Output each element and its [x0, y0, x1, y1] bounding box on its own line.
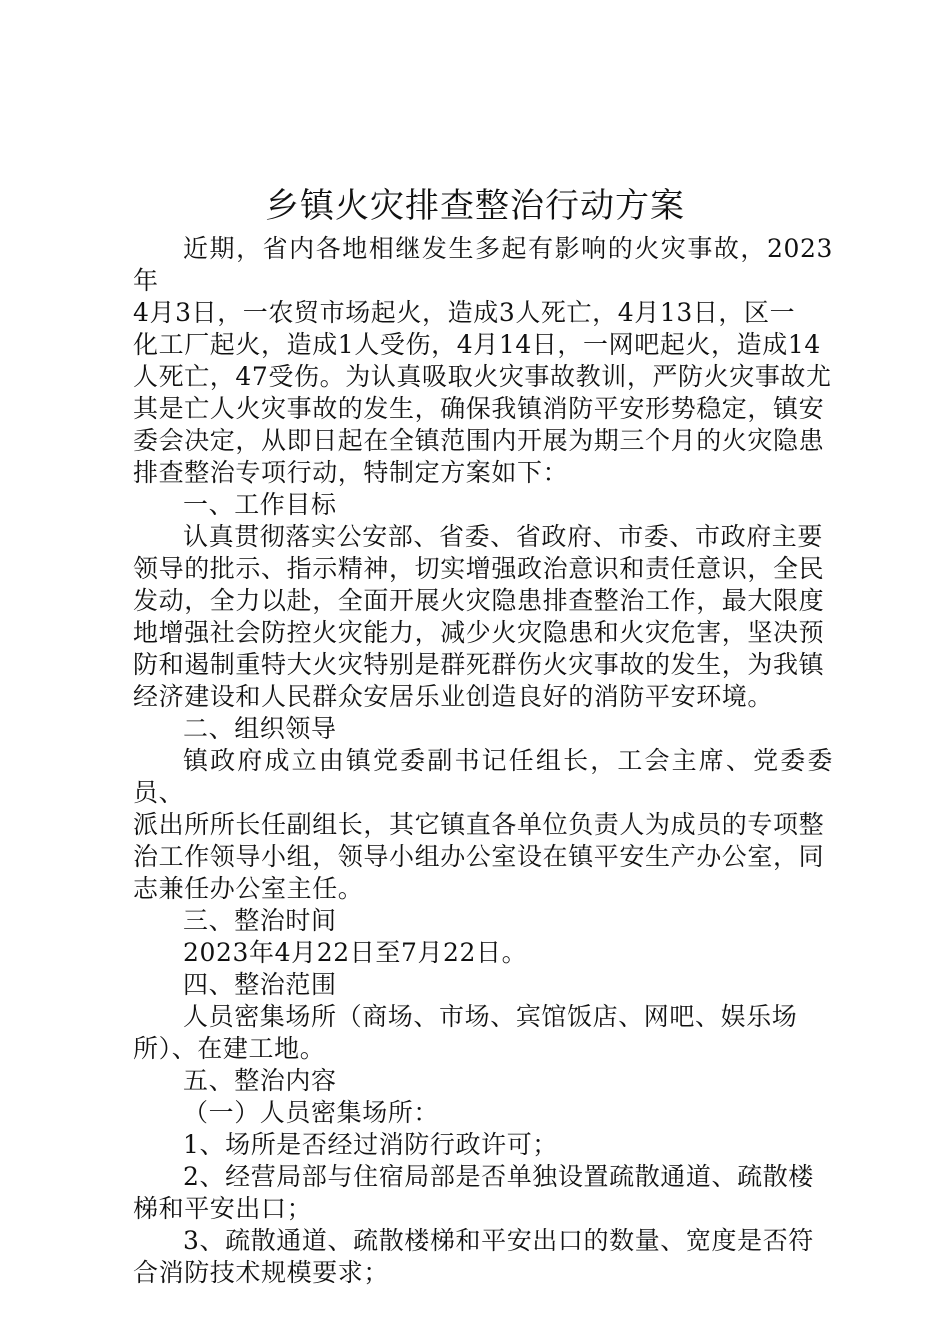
document-title: 乡镇火灾排查整治行动方案 [265, 186, 685, 226]
list-item-3: 3、疏散通道、疏散楼梯和平安出口的数量、宽度是否符 合消防技术规模要求； [133, 1226, 814, 1287]
document-body [133, 233, 833, 1289]
list-item-1: 1、场所是否经过消防行政许可； [183, 1130, 558, 1159]
section-heading-content: 五、整治内容 [183, 1066, 337, 1095]
paragraph-time: 2023年4月22日至7月22日。 [183, 938, 528, 967]
paragraph-scope: 人员密集场所（商场、市场、宾馆饭店、网吧、娱乐场 所）、在建工地。 [133, 1002, 798, 1063]
list-item-2: 2、经营局部与住宿局部是否单独设置疏散通道、疏散楼 梯和平安出口； [133, 1162, 814, 1223]
paragraph-intro: 近期，省内各地相继发生多起有影响的火灾事故，2023年 4月3日，一农贸市场起火，造成3人死亡，4月13日，区一 化工厂起火，造成1人受伤，4月14日，一网吧起火，造成14 人死亡，47受伤。为认真吸取火灾事故教训，严防火灾事故尤 其是亡人火灾事故的发生，确保我镇消防平安形势稳定，镇安 委会决定，从即日起在全镇范围内开展为期三个月的火灾隐患 排查整治专项行动，特制定方案如下： [133, 234, 833, 487]
section-heading-scope: 四、整治范围 [183, 970, 337, 999]
section-heading-leadership: 二、组织领导 [183, 714, 337, 743]
subsection-heading-crowded-places: （一）人员密集场所： [183, 1098, 440, 1127]
paragraph-leadership: 镇政府成立由镇党委副书记任组长，工会主席、党委委员、 派出所所长任副组长，其它镇直各单位负责人为成员的专项整 治工作领导小组，领导小组办公室设在镇平安生产办公室，同 志兼任办公室主任。 [133, 746, 833, 903]
section-heading-goals: 一、工作目标 [183, 490, 337, 519]
section-heading-time: 三、整治时间 [183, 906, 337, 935]
paragraph-goals: 认真贯彻落实公安部、省委、省政府、市委、市政府主要 领导的批示、指示精神，切实增强政治意识和责任意识，全民 发动，全力以赴，全面开展火灾隐患排查整治工作，最大限度 地增强社会防控火灾能力，减少火灾隐患和火灾危害，坚决预 防和遏制重特大火灾特别是群死群伤火灾事故的发生，为我镇 经济建设和人民群众安居乐业创造良好的消防平安环境。 [133, 522, 825, 711]
